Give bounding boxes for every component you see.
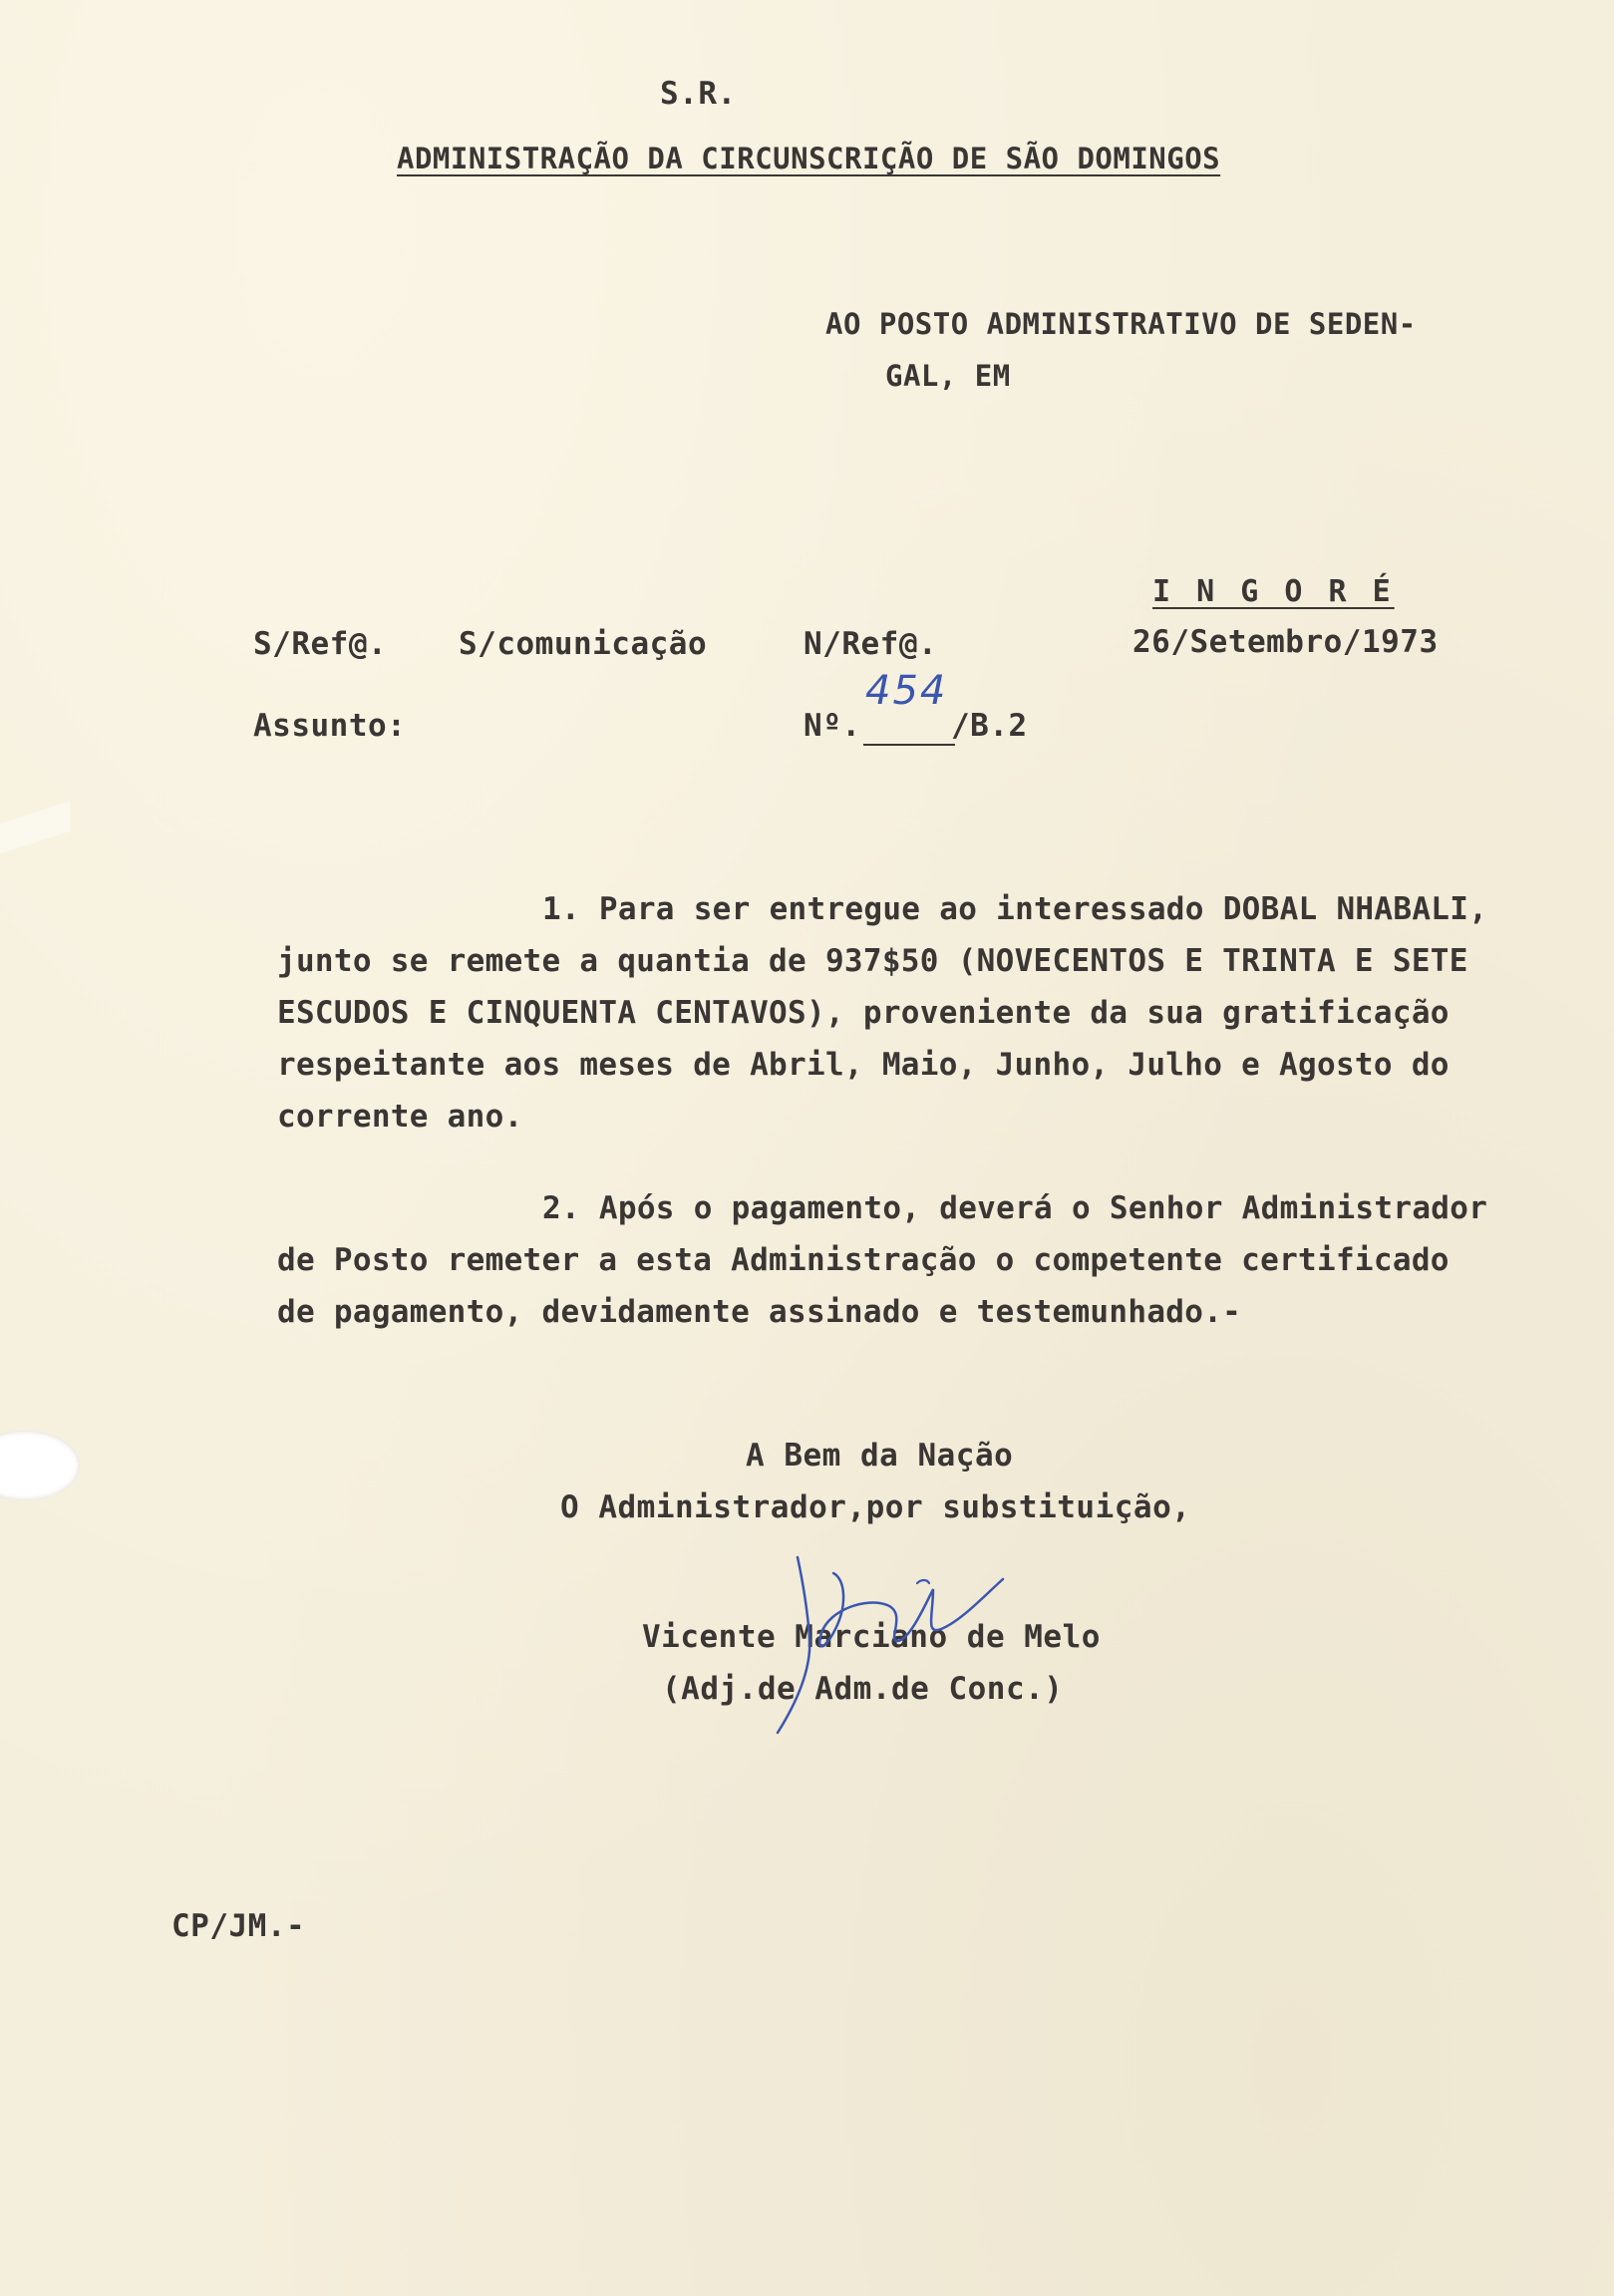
paragraph-1-line-2: junto se remete a quantia de 937$50 (NOVECENTOS E TRINTA E SETE xyxy=(277,943,1468,979)
number-suffix: /B.2 xyxy=(951,708,1028,744)
place-name: I N G O R É xyxy=(1152,574,1395,609)
paragraph-2-line-3: de pagamento, devidamente assinado e testemunhado.- xyxy=(277,1294,1242,1330)
closing-salutation: A Bem da Nação xyxy=(746,1438,1014,1474)
their-ref-value: S/comunicação xyxy=(459,626,708,662)
paragraph-2-line-1: 2. Após o pagamento, deverá o Senhor Administrador xyxy=(542,1190,1488,1226)
their-ref-label: S/Ref@. xyxy=(253,626,388,662)
paragraph-2-line-2: de Posto remeter a esta Administração o competente certificado xyxy=(277,1242,1450,1278)
signatory-title: (Adj.de Adm.de Conc.) xyxy=(662,1671,1064,1707)
paragraph-1-line-1: 1. Para ser entregue ao interessado DOBAL NHABALI, xyxy=(542,891,1488,927)
paragraph-1-line-4: respeitante aos meses de Abril, Maio, Junho, Julho e Agosto do xyxy=(277,1047,1450,1083)
paragraph-1-line-5: corrente ano. xyxy=(277,1099,523,1135)
handwritten-number: 454 xyxy=(865,668,948,714)
addressee-line-1: AO POSTO ADMINISTRATIVO DE SEDEN- xyxy=(825,307,1417,341)
handwritten-signature xyxy=(738,1545,1067,1745)
signatory-role: O Administrador,por substituição, xyxy=(560,1489,1191,1525)
letter-date: 26/Setembro/1973 xyxy=(1132,624,1439,660)
our-ref-label: N/Ref@. xyxy=(804,626,938,662)
subject-label: Assunto: xyxy=(253,708,407,744)
number-underline xyxy=(863,744,955,746)
number-prefix: Nº. xyxy=(804,708,861,744)
addressee-line-2: GAL, EM xyxy=(885,359,1011,393)
service-code: S.R. xyxy=(660,76,737,112)
office-heading: ADMINISTRAÇÃO DA CIRCUNSCRIÇÃO DE SÃO DOMINGOS xyxy=(397,142,1221,175)
paragraph-1-line-3: ESCUDOS E CINQUENTA CENTAVOS), proveniente da sua gratificação xyxy=(277,995,1450,1031)
signatory-name: Vicente Marciano de Melo xyxy=(642,1619,1101,1655)
edge-tear xyxy=(0,802,70,854)
punch-hole xyxy=(0,1431,80,1500)
typist-initials: CP/JM.- xyxy=(171,1908,306,1944)
